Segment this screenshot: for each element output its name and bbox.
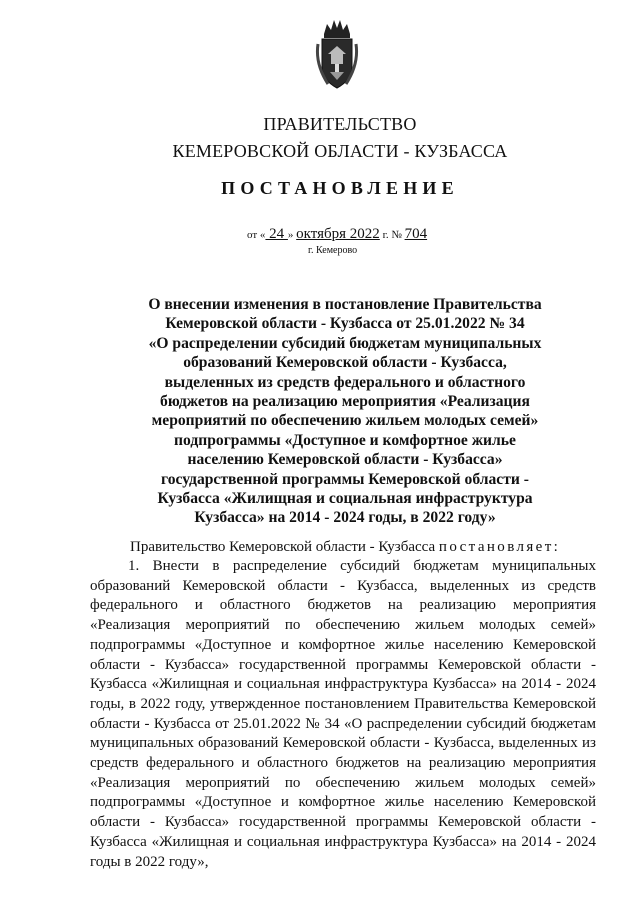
subject-line: государственной программы Кемеровской области -: [161, 470, 529, 488]
date-sep: »: [287, 229, 297, 241]
subject-line: Кемеровской области - Кузбасса от 25.01.2022 № 34: [165, 315, 525, 333]
subject-line: мероприятий по обеспечению жильем молодых семей»: [151, 412, 539, 430]
date-line: [247, 226, 427, 243]
government-title: ПРАВИТЕЛЬСТВО: [263, 114, 417, 134]
subject-line: Кузбасса «Жилищная и социальная инфраструктура: [157, 490, 533, 508]
date-number-label: г. №: [379, 229, 405, 241]
coat-of-arms-icon: [314, 18, 360, 90]
subject-line: бюджетов на реализацию мероприятия «Реализация: [160, 393, 530, 411]
city-label: г. Кемерово: [308, 245, 358, 256]
subject-line: выделенных из средств федерального и областного: [164, 373, 526, 391]
date-month-year: октября 2022: [296, 226, 380, 242]
subject-line: «О распределении субсидий бюджетам муниципальных: [148, 334, 542, 352]
subject-line: О внесении изменения в постановление Правительства: [148, 296, 542, 313]
subject-line: подпрограммы «Доступное и комфортное жилье: [174, 431, 516, 449]
decree-intro: [130, 539, 560, 556]
subject-line: населению Кемеровской области - Кузбасса»: [187, 451, 503, 469]
intro-text: Правительство Кемеровской области - Кузбасса: [130, 539, 439, 555]
document-subject: [120, 295, 570, 528]
date-prefix: от «: [247, 229, 266, 241]
intro-verb: постановляет:: [438, 539, 561, 555]
document-type: ПОСТАНОВЛЕНИЕ: [221, 178, 459, 198]
paragraph-1: 1. Внести в распределение субсидий бюджетам муниципальных образований Кемеровской области - Кузбасса, выделенных из средств федерального и областного бюджетов на реализацию мероприятия «Реализация мероприятий по обеспечению жильем молодых семей» подпрограммы «Доступное и комфортное жилье населению Кемеровской области - Кузбасса» государственной программы Кемеровской области - Кузбасса «Жилищная и социальная инфраструктура Кузбасса» на 2014 - 2024 годы, в 2022 году, утвержденное постановлением Правительства Кемеровской области - Кузбасса от 25.01.2022 № 34 «О распределении субсидий бюджетам муниципальных образований Кемеровской области - Кузбасса, выделенных из средств федерального и областного бюджетов на реализацию мероприятия «Реализация мероприятий по обеспечению жильем молодых семей» подпрограммы «Доступное и комфортное жилье населению Кемеровской области - Кузбасса» государственной программы Кемеровской области - Кузбасса «Жилищная и социальная инфраструктура Кузбасса» на 2014 - 2024 годы в 2022 году»,: [90, 558, 596, 870]
region-title: КЕМЕРОВСКОЙ ОБЛАСТИ - КУЗБАССА: [172, 141, 508, 161]
date-day: 24: [265, 226, 288, 242]
subject-line: Кузбасса» на 2014 - 2024 годы, в 2022 году»: [194, 509, 496, 527]
subject-line: образований Кемеровской области - Кузбасса,: [183, 354, 507, 372]
document-number: 704: [404, 226, 428, 242]
